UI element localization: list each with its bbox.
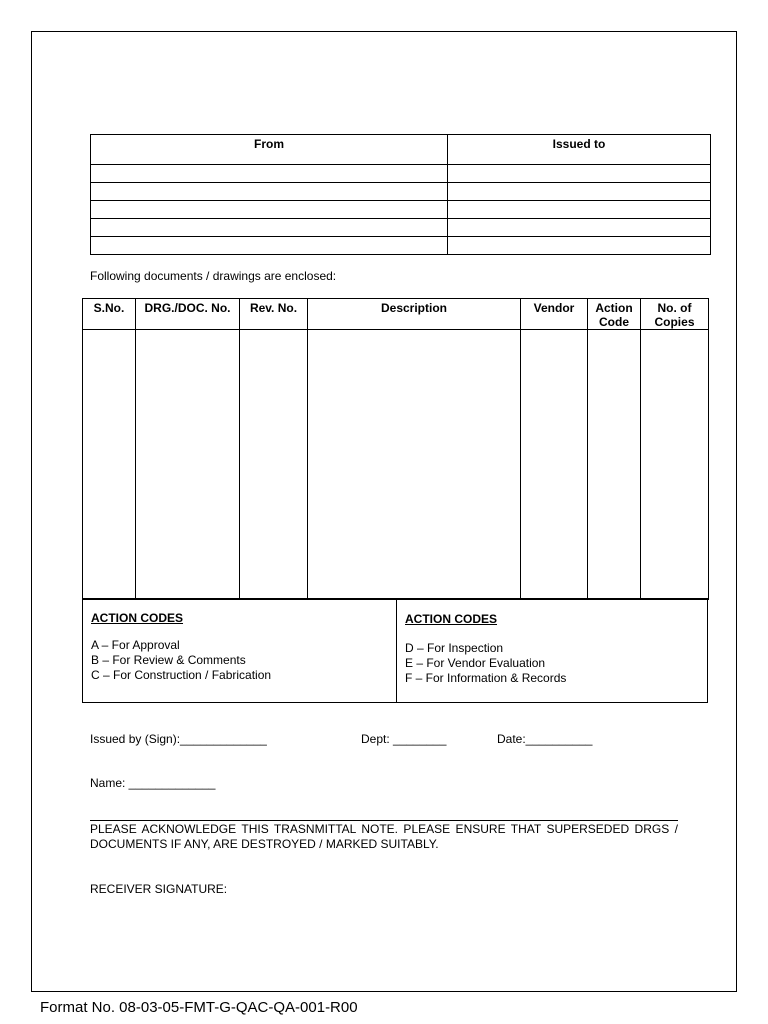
issued-to-row-1[interactable]: [448, 165, 711, 183]
col-no-of-copies: No. of Copies: [641, 299, 709, 330]
dept-field[interactable]: Dept: ________: [361, 732, 447, 746]
issued-to-row-3[interactable]: [448, 201, 711, 219]
format-number: Format No. 08-03-05-FMT-G-QAC-QA-001-R00: [40, 999, 358, 1016]
vendor-cell[interactable]: [521, 330, 588, 600]
from-row-3[interactable]: [91, 201, 448, 219]
action-code-c: C – For Construction / Fabrication: [91, 668, 272, 682]
from-row-1[interactable]: [91, 165, 448, 183]
rev-no-cell[interactable]: [240, 330, 308, 600]
action-code-d: D – For Inspection: [405, 641, 504, 655]
action-codes-right: [397, 599, 708, 703]
action-code-f: F – For Information & Records: [405, 671, 567, 685]
from-row-2[interactable]: [91, 183, 448, 201]
action-codes-box: [82, 598, 708, 703]
col-drg-doc-no: DRG./DOC. No.: [136, 299, 240, 330]
col-action-code: Action Code: [588, 299, 641, 330]
action-code-cell[interactable]: [588, 330, 641, 600]
drg-doc-no-cell[interactable]: [136, 330, 240, 600]
separator-rule: [90, 820, 678, 821]
enclosed-note: Following documents / drawings are enclosed:: [90, 269, 337, 283]
issued-to-row-4[interactable]: [448, 219, 711, 237]
name-field[interactable]: Name: _____________: [90, 776, 216, 790]
issued-to-header: Issued to: [448, 135, 711, 165]
from-header: From: [91, 135, 448, 165]
from-row-5[interactable]: [91, 237, 448, 255]
date-field[interactable]: Date:__________: [497, 732, 593, 746]
sno-cell[interactable]: [83, 330, 136, 600]
documents-table: [82, 298, 709, 600]
col-rev-no: Rev. No.: [240, 299, 308, 330]
action-code-e: E – For Vendor Evaluation: [405, 656, 546, 670]
col-vendor: Vendor: [521, 299, 588, 330]
issued-to-row-5[interactable]: [448, 237, 711, 255]
action-codes-right-title: ACTION CODES: [405, 612, 498, 626]
action-code-b: B – For Review & Comments: [91, 653, 246, 667]
action-code-a: A – For Approval: [91, 638, 180, 652]
col-description: Description: [308, 299, 521, 330]
from-row-4[interactable]: [91, 219, 448, 237]
action-codes-left: [83, 599, 397, 703]
no-of-copies-cell[interactable]: [641, 330, 709, 600]
issued-by-field[interactable]: Issued by (Sign):_____________: [90, 732, 267, 746]
acknowledge-note: PLEASE ACKNOWLEDGE THIS TRASNMITTAL NOTE. PLEASE ENSURE THAT SUPERSEDED DRGS / DOCUMENTS IF ANY, ARE DESTROYED / MARKED SUITABLY.: [90, 822, 678, 851]
description-cell[interactable]: [308, 330, 521, 600]
from-issued-table: [90, 134, 711, 255]
action-codes-left-title: ACTION CODES: [91, 611, 184, 625]
issued-to-row-2[interactable]: [448, 183, 711, 201]
receiver-signature[interactable]: RECEIVER SIGNATURE:: [90, 882, 228, 896]
col-sno: S.No.: [83, 299, 136, 330]
